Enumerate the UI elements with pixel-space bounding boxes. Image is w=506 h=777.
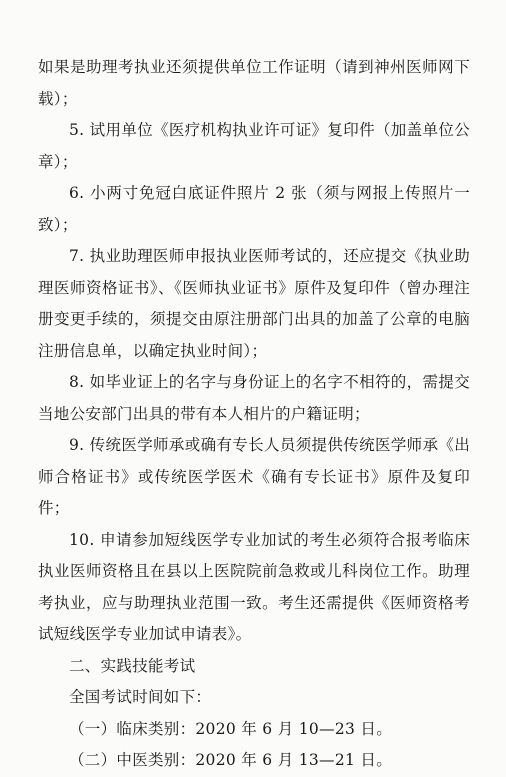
exam-date-tcm: （二）中医类别：2020 年 6 月 13—21 日。 bbox=[69, 751, 392, 769]
paragraph-5: 5. 试用单位《医疗机构执业许可证》复印件（加盖单位公章）； bbox=[38, 121, 470, 171]
exam-dates-list bbox=[38, 714, 470, 777]
paragraph-8: 8. 如毕业证上的名字与身份证上的名字不相符的，需提交当地公安部门出具的带有本人相片的户籍证明； bbox=[38, 373, 470, 423]
paragraph-9: 9. 传统医学师承或确有专长人员须提供传统医学师承《出师合格证书》或传统医学医术《确有专长证书》原件及复印件； bbox=[38, 436, 470, 517]
exam-schedule-intro: 全国考试时间如下： bbox=[69, 688, 212, 706]
paragraph-10: 10. 申请参加短线医学专业加试的考生必须符合报考临床执业医师资格且在县以上医院院前急救或儿科岗位工作。助理考执业，应与助理执业范围一致。考生还需提供《医师资格考试短线医学专业加试申请表》。 bbox=[38, 530, 470, 643]
top-margin bbox=[38, 0, 470, 52]
exam-date-clinical: （一）临床类别：2020 年 6 月 10—23 日。 bbox=[69, 719, 392, 738]
paragraph-6: 6. 小两寸免冠白底证件照片 2 张（须与网报上传照片一致）； bbox=[38, 184, 470, 234]
paragraph-7: 7. 执业助理医师申报执业医师考试的，还应提交《执业助理医师资格证书》、《医师执业证书》原件及复印件（曾办理注册变更手续的，须提交由原注册部门出具的加盖了公章的电脑注册信息单，以确定执业时间）； bbox=[38, 247, 470, 360]
section-heading-practical-exam: 二、实践技能考试 bbox=[69, 656, 196, 675]
paragraph-4-continued: 如果是助理考执业还须提供单位工作证明（请到神州医师网下载）； bbox=[38, 58, 470, 108]
